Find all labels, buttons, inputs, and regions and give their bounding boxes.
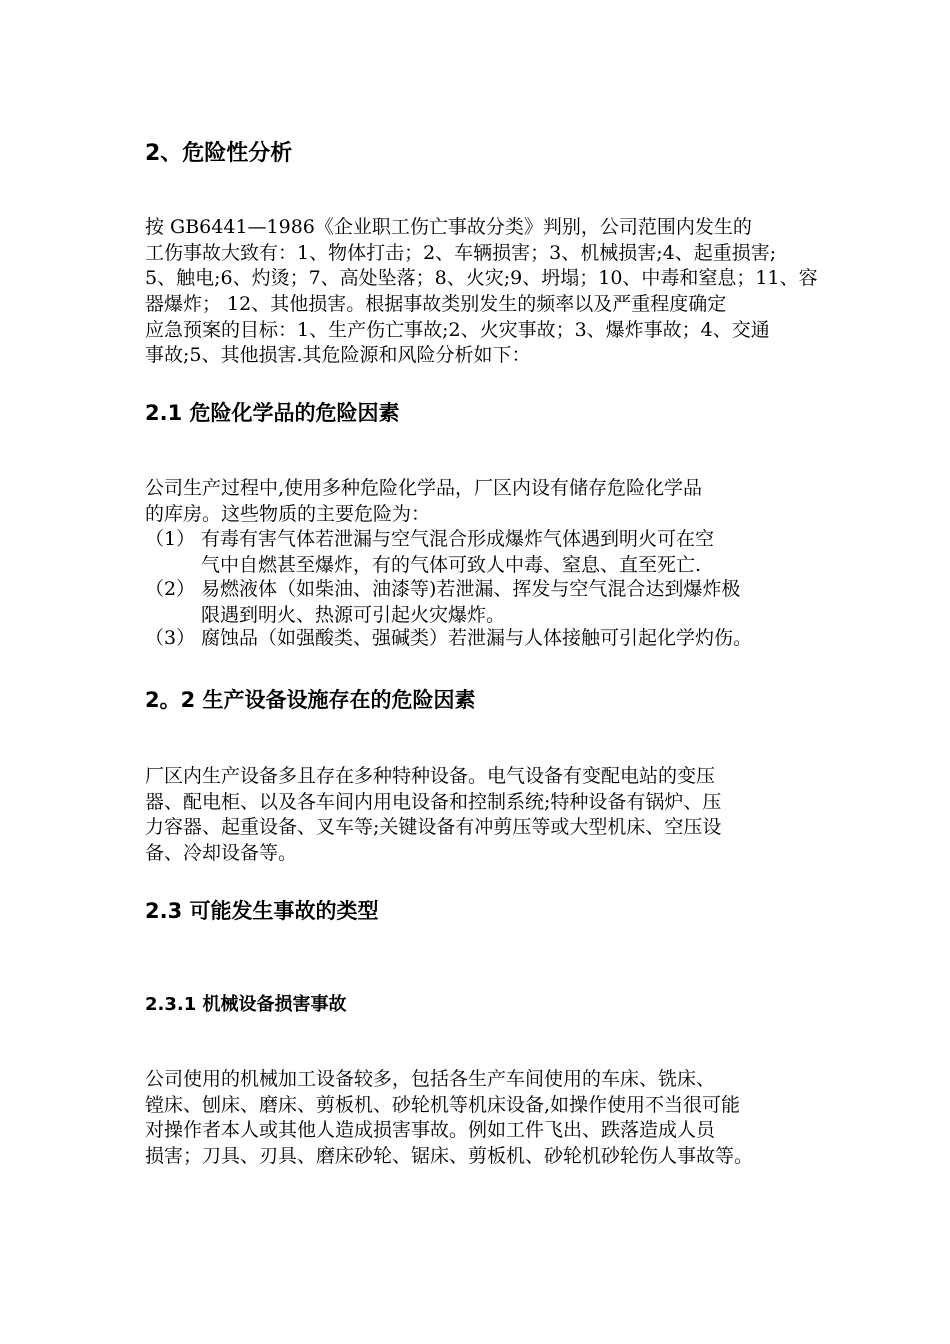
section-2-3-1-heading: 2.3.1 机械设备损害事故 bbox=[145, 994, 347, 1015]
section-2-1-heading: 2.1 危险化学品的危险因素 bbox=[145, 401, 400, 425]
section-2-2-paragraph bbox=[145, 764, 820, 867]
paragraph-line: 公司生产过程中,使用多种危险化学品，厂区内设有储存危险化学品 bbox=[145, 477, 703, 499]
list-item-line: 气中自燃甚至爆炸，有的气体可致人中毒、窒息、直至死亡. bbox=[201, 553, 702, 576]
paragraph-line: 力容器、起重设备、叉车等;关键设备有冲剪压等或大型机床、空压设 bbox=[145, 816, 722, 839]
list-item-number: （2） bbox=[145, 578, 196, 600]
paragraph-line: 器、配电柜、以及各车间内用电设备和控制系统;特种设备有锅炉、压 bbox=[145, 790, 722, 813]
list-item-number: （3） bbox=[145, 627, 196, 649]
paragraph-line: 事故;5、其他损害.其危险源和风险分析如下： bbox=[145, 344, 531, 367]
list-item-line: 限遇到明火、热源可引起火灾爆炸。 bbox=[201, 603, 506, 626]
list-item-text bbox=[201, 626, 752, 652]
section-2-3-heading: 2.3 可能发生事故的类型 bbox=[145, 899, 379, 923]
paragraph-line: 备、冷却设备等。 bbox=[145, 842, 298, 865]
list-item-line: 易燃液体（如柴油、油漆等)若泄漏、挥发与空气混合达到爆炸极 bbox=[201, 578, 741, 600]
list-item-line: 有毒有害气体若泄漏与空气混合形成爆炸气体遇到明火可在空 bbox=[201, 528, 715, 550]
paragraph-line: 器爆炸； 12、其他损害。根据事故类别发生的频率以及严重程度确定 bbox=[145, 293, 727, 316]
section-2-2-heading: 2。2 生产设备设施存在的危险因素 bbox=[145, 688, 476, 712]
list-item-text bbox=[201, 577, 740, 628]
paragraph-line: 镗床、刨床、磨床、剪板机、砂轮机等机床设备,如操作使用不当很可能 bbox=[145, 1093, 741, 1116]
list-item-text bbox=[201, 527, 714, 578]
list-item-line: 腐蚀品（如强酸类、强碱类）若泄漏与人体接触可引起化学灼伤。 bbox=[201, 627, 753, 649]
paragraph-line: 应急预案的目标：1、生产伤亡事故;2、火灾事故；3、爆炸事故；4、交通 bbox=[145, 318, 770, 341]
paragraph-line: 对操作者本人或其他人造成损害事故。例如工件飞出、跌落造成人员 bbox=[145, 1119, 716, 1142]
paragraph-line: 损害；刀具、刃具、磨床砂轮、锯床、剪板机、砂轮机砂轮伤人事故等。 bbox=[145, 1145, 754, 1168]
section-2-paragraph bbox=[145, 215, 820, 369]
paragraph-line: 工伤事故大致有：1、物体打击；2、车辆损害；3、机械损害;4、起重损害; bbox=[145, 241, 777, 264]
section-2-3-1-paragraph bbox=[145, 1067, 820, 1170]
paragraph-line: 的库房。这些物质的主要危险为： bbox=[145, 502, 431, 525]
list-item-number: （1） bbox=[145, 528, 196, 550]
paragraph-line: 5、触电;6、灼烫；7、高处坠落；8、火灾;9、坍塌；10、中毒和窒息；11、容 bbox=[145, 267, 818, 290]
section-2-1-paragraph bbox=[145, 476, 820, 527]
paragraph-line: 厂区内生产设备多且存在多种特种设备。电气设备有变配电站的变压 bbox=[145, 765, 716, 787]
paragraph-line: 按 GB6441—1986《企业职工伤亡事故分类》判别，公司范围内发生的 bbox=[145, 216, 752, 238]
paragraph-line: 公司使用的机械加工设备较多，包括各生产车间使用的车床、铣床、 bbox=[145, 1068, 716, 1090]
section-2-heading: 2、危险性分析 bbox=[145, 141, 293, 166]
